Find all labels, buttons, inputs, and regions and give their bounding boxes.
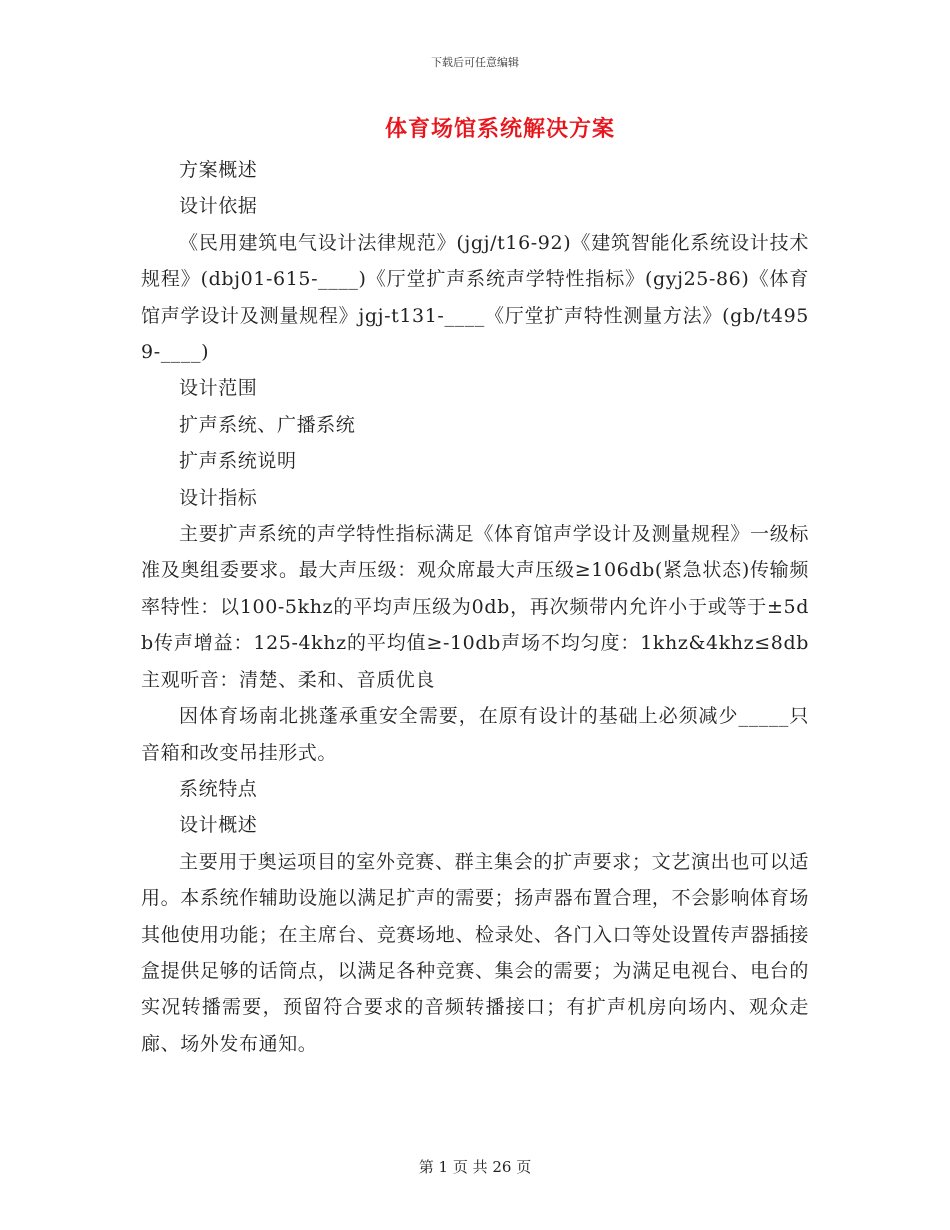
paragraph-design-indicators: 设计指标: [179, 486, 258, 509]
page-number-footer: 第 1 页 共 26 页: [418, 1158, 532, 1176]
paragraph-usage-description: 主要用于奥运项目的室外竞赛、群主集会的扩声要求；文艺演出也可以适用。本系统作辅助设施以满足扩声的需要；扬声器布置合理，不会影响体育场其他使用功能；在主席台、竞赛场地、检录处、各门入口等处设置传声器插接盒提供足够的话筒点，以满足各种竞赛、集会的需要；为满足电视台、电台的实况转播需要，预留符合要求的音频转播接口；有扩声机房向场内、观众走廊、场外发布通知。: [141, 850, 809, 1055]
paragraph-standards-list: 《民用建筑电气设计法律规范》(jgj/t16-92)《建筑智能化系统设计技术规程》(dbj01-615-____)《厅堂扩声系统声学特性指标》(gyj25-86)《体育馆声学设计及测量规程》jgj-t131-____《厅堂扩声特性测量方法》(gb/t4959-____): [141, 231, 809, 364]
page-header-note: 下载后可任意编辑: [431, 56, 519, 69]
document-body: [141, 152, 809, 1062]
paragraph-solution-overview: 方案概述: [179, 159, 258, 181]
document-title: 体育场馆系统解决方案: [384, 116, 615, 142]
paragraph-system-features: 系统特点: [179, 777, 258, 800]
paragraph-design-basis: 设计依据: [179, 195, 258, 218]
paragraph-design-overview: 设计概述: [179, 814, 258, 837]
paragraph-speaker-reduction: 因体育场南北挑蓬承重安全需要，在原有设计的基础上必须减少_____只音箱和改变吊挂形式。: [141, 705, 809, 764]
paragraph-pa-system-description: 扩声系统说明: [179, 450, 297, 473]
paragraph-systems: 扩声系统、广播系统: [179, 413, 356, 436]
paragraph-design-scope: 设计范围: [179, 377, 258, 400]
paragraph-acoustic-specs: 主要扩声系统的声学特性指标满足《体育馆声学设计及测量规程》一级标准及奥组委要求。最大声压级：观众席最大声压级≥106db(紧急状态)传输频率特性：以100-5khz的平均声压级为0db，再次频带内允许小于或等于±5db传声增益：125-4khz的平均值≥-10db声场不均匀度：1khz&4khz≤8db主观听音：清楚、柔和、音质优良: [141, 523, 809, 691]
